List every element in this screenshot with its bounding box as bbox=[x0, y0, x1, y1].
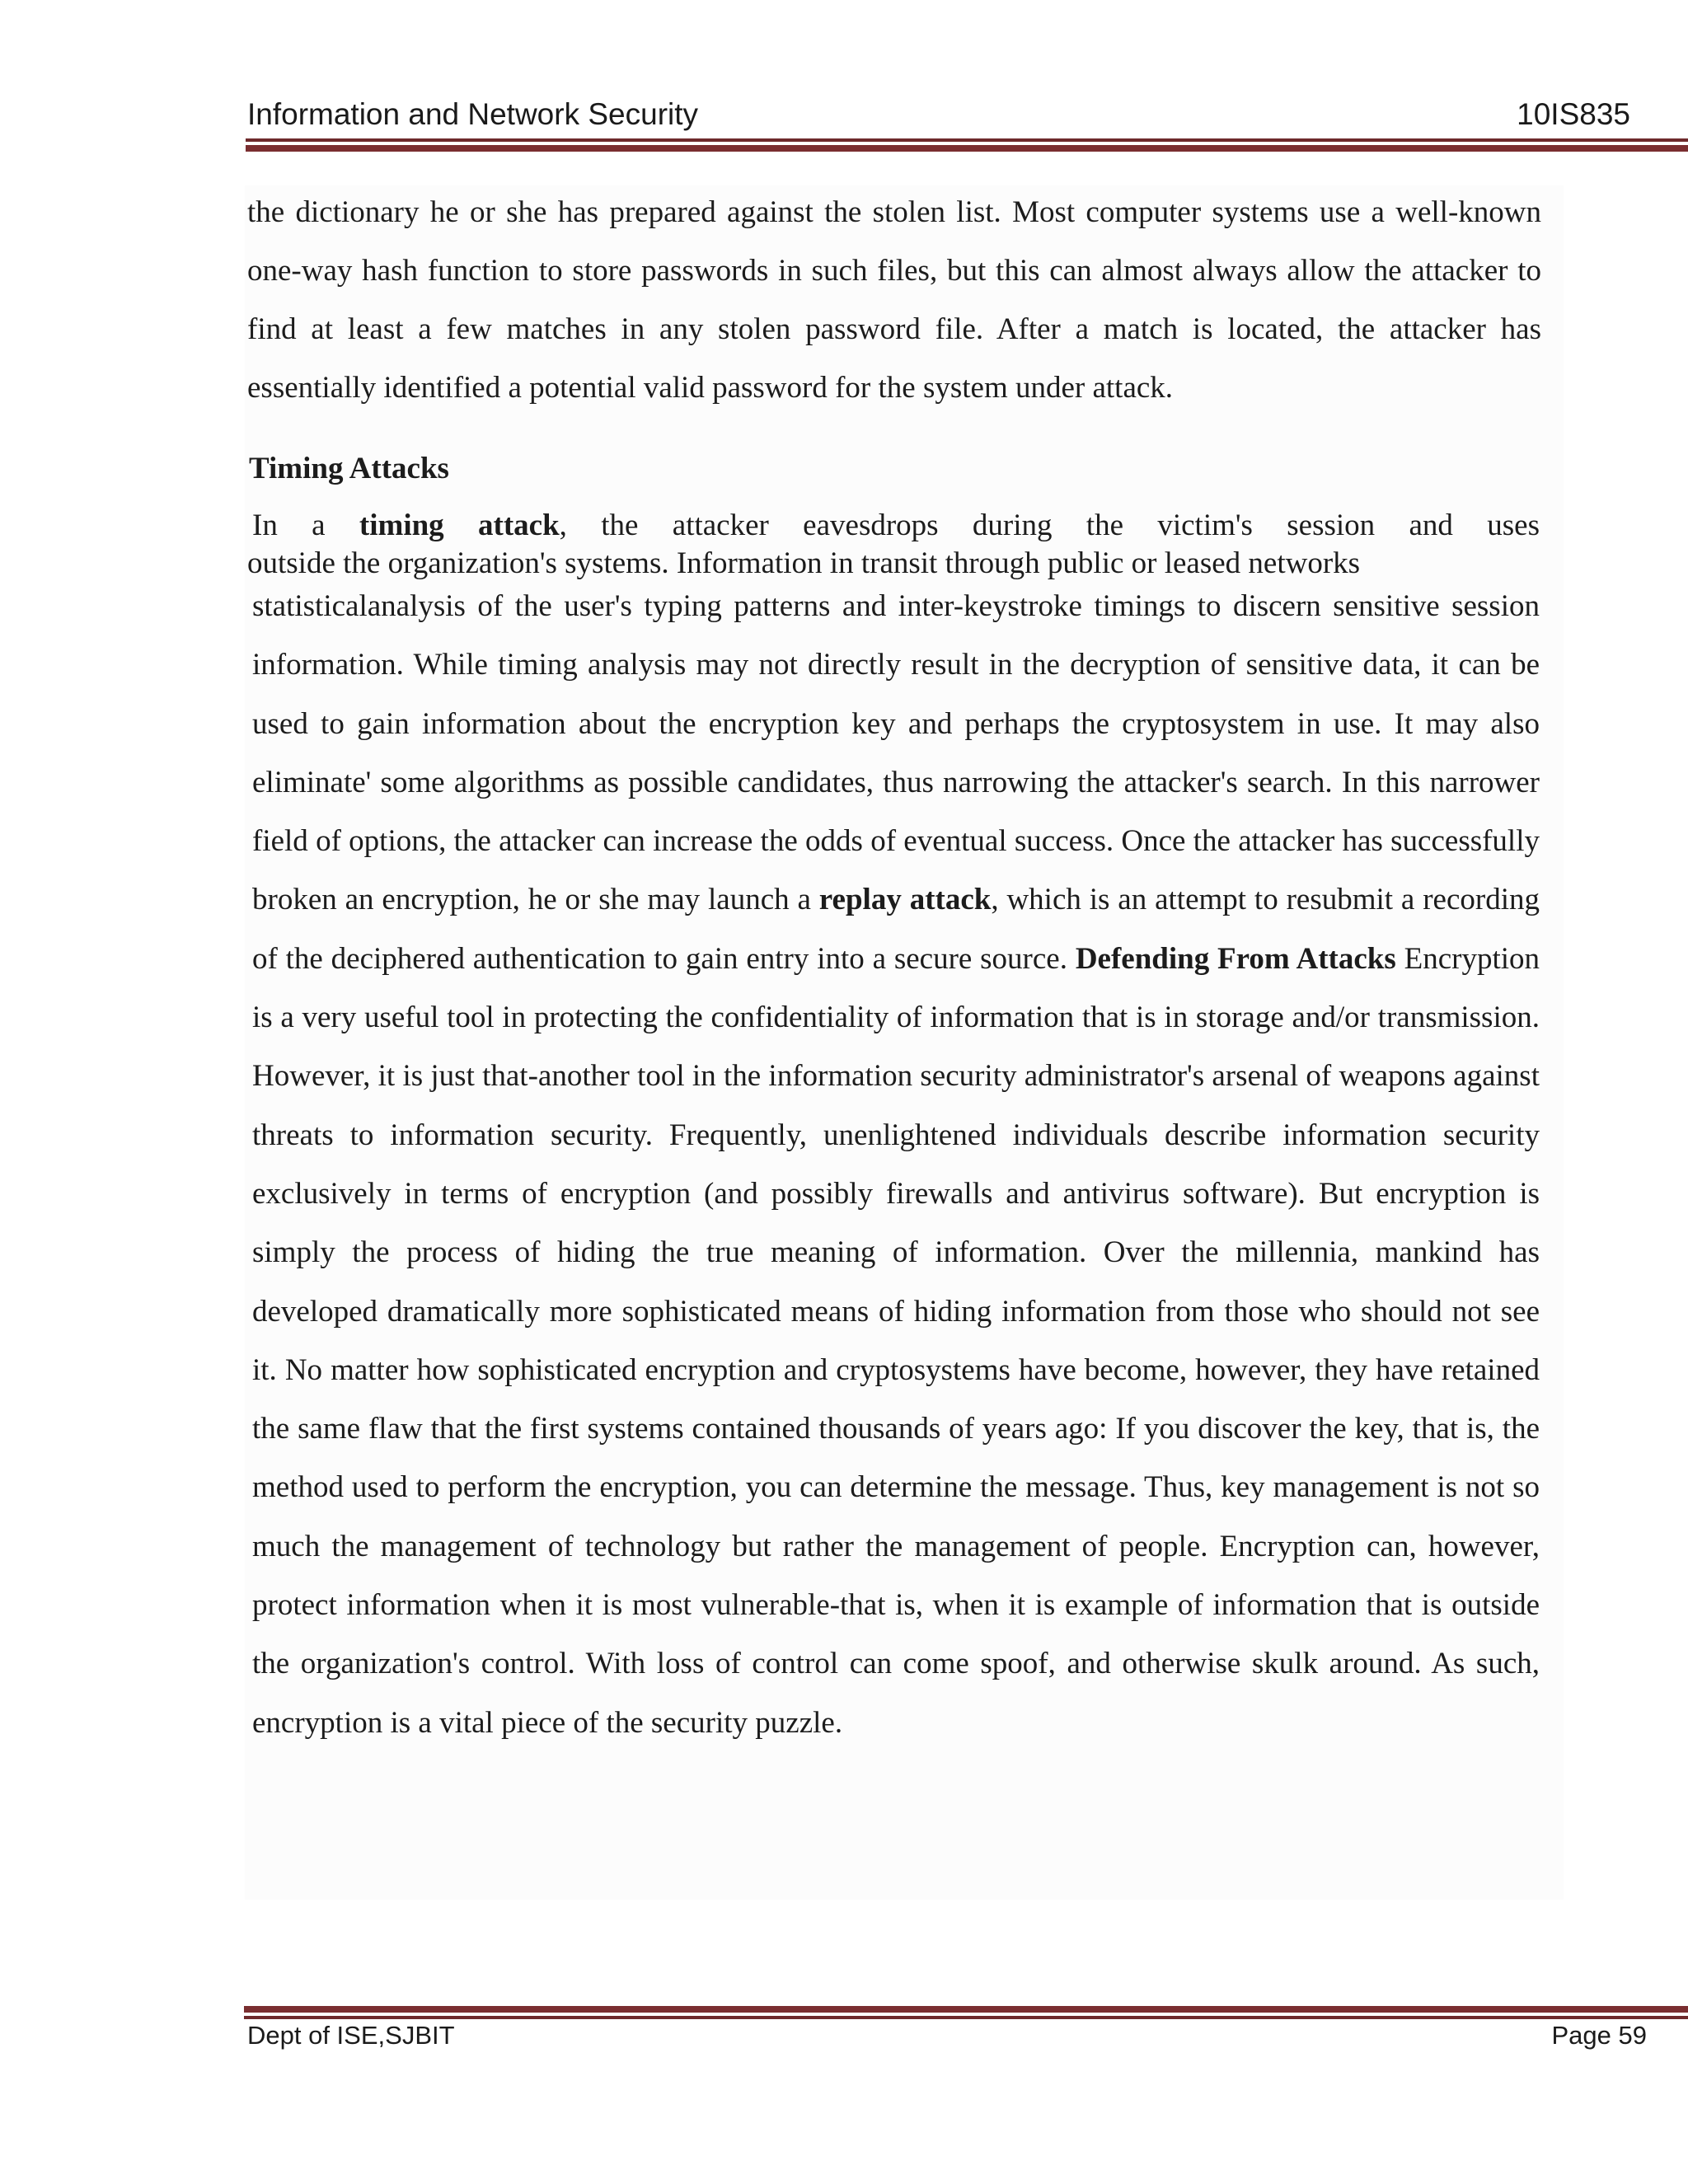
header-divider-thick bbox=[246, 145, 1688, 152]
intro-prefix: In a bbox=[252, 509, 326, 542]
course-code: 10IS835 bbox=[1517, 97, 1630, 131]
footer-divider-thick bbox=[244, 2006, 1688, 2013]
term-replay-attack: replay attack bbox=[818, 883, 992, 917]
footer-divider-thin bbox=[244, 2016, 1688, 2019]
term-timing-attack: timing attack bbox=[359, 509, 560, 542]
term-defending-from-attacks: Defending From Attacks bbox=[1075, 941, 1396, 976]
body-text-part2: , which is an attempt to resubmit a recording of the deciphered authentication to gain entry into a secure source. bbox=[252, 883, 1540, 976]
department-label: Dept of ISE,SJBIT bbox=[247, 2021, 455, 2050]
body-paragraph-1: the dictionary he or she has prepared against the stolen list. Most computer systems use a well-known one-way hash function to store passwords in such files, but this can almost always allow the attacker to find at least a few matches in any stolen password file. After a match is located, the attacker has essentially identified a potential valid password for the system under attack. bbox=[247, 195, 1541, 405]
intro-suffix: , the attacker eavesdrops during the victim's session and uses bbox=[559, 509, 1540, 542]
section-heading: Timing Attacks bbox=[249, 452, 449, 485]
header-divider-thin bbox=[246, 138, 1688, 142]
timing-attack-intro-line bbox=[252, 508, 1540, 543]
page-number: Page 59 bbox=[1551, 2021, 1647, 2050]
body-paragraph-2 bbox=[252, 577, 1540, 1752]
body-text-part3: Encryption is a very useful tool in protecting the confidentiality of information that is in storage and/or transmission. However, it is just that-another tool in the information security administrator's arsenal of weapons against threats to information security. Frequently, unenlightened individuals describe information security exclusively in terms of encryption (and possibly firewalls and antivirus software). But encryption is simply the process of hiding the true meaning of information. Over the millennia, mankind has developed dramatically more sophisticated means of hiding information from those who should not see it. No matter how sophisticated encryption and cryptosystems have become, however, they have retained the same flaw that the first systems contained thousands of years ago: If you discover the key, that is, the method used to perform the encryption, you can determine the message. Thus, key management is not so much the management of technology but rather the management of people. Encryption can, however, protect information when it is most vulnerable-that is, when it is example of information that is outside the organization's control. With loss of control can come spoof, and otherwise skulk around. As such, encryption is a vital piece of the security puzzle. bbox=[252, 941, 1540, 1740]
body-text-part1: statisticalanalysis of the user's typing patterns and inter-keystroke timings to discern sensitive session information. While timing analysis may not directly result in the decryption of sensitive data, it can be used to gain information about the encryption key and perhaps the cryptosystem in use. It may also eliminate' some algorithms as possible candidates, thus narrowing the attacker's search. In this narrower field of options, the attacker can increase the odds of eventual success. Once the attacker has successfully broken an encryption, he or she may launch a bbox=[252, 589, 1540, 917]
overlapping-text-line: outside the organization's systems. Information in transit through public or leased networks bbox=[247, 546, 1361, 580]
document-title: Information and Network Security bbox=[247, 97, 699, 131]
